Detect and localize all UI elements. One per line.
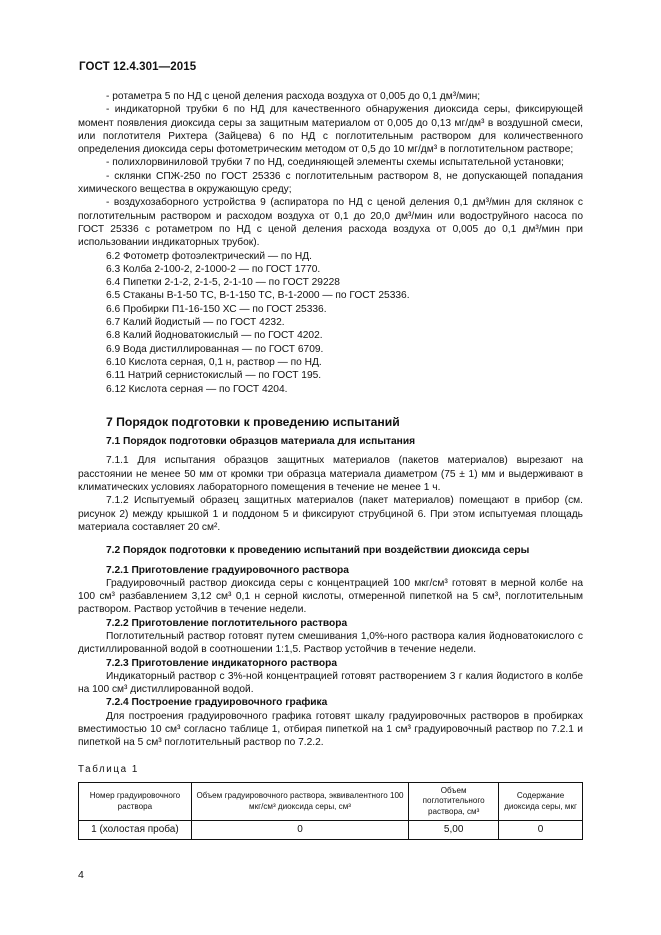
paragraph-7-2-3: Индикаторный раствор с 3%-ной концентрацией готовят растворением 3 г калия йодистого в колбе на 100 см³ дистиллированной водой. xyxy=(78,670,583,696)
list-item: - полихлорвиниловой трубки 7 по НД, соединяющей элементы схемы испытательной установки; xyxy=(106,157,564,169)
list-item: 6.6 Пробирки П1-16-150 ХС — по ГОСТ 25336. xyxy=(106,303,327,315)
list-item: 6.3 Колба 2-100-2, 2-1000-2 — по ГОСТ 1770. xyxy=(106,263,321,275)
section-7-2-2-heading: 7.2.2 Приготовление поглотительного раствора xyxy=(106,617,348,629)
table-cell: 1 (холостая проба) xyxy=(79,821,192,840)
paragraph-7-2-1: Градуировочный раствор диоксида серы с концентрацией 100 мкг/см³ готовят в мерной колбе на 100 см³ разбавлением 3,12 см³ 0,1 н серной кислоты, отмеренной пипеткой на 5 см³, поглотительным раствором. Раствор устойчив в течение недели. xyxy=(78,577,583,616)
table-header-cell: Объем поглотительного раствора, см³ xyxy=(409,782,499,821)
section-7-2-3-heading: 7.2.3 Приготовление индикаторного раствора xyxy=(106,657,338,669)
list-item: 6.8 Калий йодноватокислый — по ГОСТ 4202. xyxy=(106,330,323,342)
list-item: 6.12 Кислота серная — по ГОСТ 4204. xyxy=(106,383,288,395)
section-7-2-1-heading: 7.2.1 Приготовление градуировочного раствора xyxy=(106,564,349,576)
page-number: 4 xyxy=(78,869,84,881)
list-item: 6.7 Калий йодистый — по ГОСТ 4232. xyxy=(106,317,285,329)
page-content xyxy=(78,90,583,840)
section-7-1-heading: 7.1 Порядок подготовки образцов материала для испытания xyxy=(106,436,416,448)
equipment-items xyxy=(78,90,583,250)
section-7-2-4-heading: 7.2.4 Построение градуировочного графика xyxy=(106,697,328,709)
table-header-cell: Объем градуировочного раствора, эквивалентного 100 мкг/см³ диоксида серы, см³ xyxy=(191,782,408,821)
table-header-cell: Содержание диоксида серы, мкг xyxy=(499,782,583,821)
list-item: - воздухозаборного устройства 9 (аспиратора по НД с ценой деления 0,1 дм³/мин для склянок с поглотительным раствором и расходом воздуха от 0,1 до 20,0 дм³/мин или водоструйного насоса по ГОСТ 25336 с ротаметром по НД с ценой деления расхода воздуха от 0,005 до 0,1 дм³/мин при использовании индикаторных трубок). xyxy=(78,197,583,249)
table-cell: 0 xyxy=(191,821,408,840)
table-cell: 5,00 xyxy=(409,821,499,840)
paragraph-7-1-1: 7.1.1 Для испытания образцов защитных материалов (пакетов материалов) вырезают на расстоянии не менее 50 мм от кромки три образца материала диаметром (75 ± 1) мм и выдерживают в климатических условиях лабораторного помещения в течение не менее 1 ч. xyxy=(78,455,583,494)
table-row xyxy=(79,821,583,840)
list-item: 6.2 Фотометр фотоэлектрический — по НД. xyxy=(106,250,312,262)
list-item: 6.5 Стаканы В-1-50 ТС, В-1-150 ТС, В-1-2000 — по ГОСТ 25336. xyxy=(106,290,410,302)
table-cell: 0 xyxy=(499,821,583,840)
paragraph-7-1-2: 7.1.2 Испытуемый образец защитных материалов (пакет материалов) помещают в прибор (см. рисунок 2) между крышкой 1 и поддоном 5 и фиксируют струбциной 6. При этом испытуемая площадь материала составляет 20 см². xyxy=(78,495,583,533)
section-7-heading: 7 Порядок подготовки к проведению испытаний xyxy=(106,414,400,429)
list-item: 6.10 Кислота серная, 0,1 н, раствор — по НД. xyxy=(106,356,322,368)
reagent-list xyxy=(78,250,583,396)
table-caption: Таблица 1 xyxy=(78,763,139,775)
section-7-2-heading: 7.2 Порядок подготовки к проведению испытаний при воздействии диоксида серы xyxy=(106,545,530,557)
list-item: 6.4 Пипетки 2-1-2, 2-1-5, 2-1-10 — по ГОСТ 29228 xyxy=(106,277,340,289)
paragraph-7-2-2: Поглотительный раствор готовят путем смешивания 1,0%-ного раствора калия йодноватокислого с дистиллированной водой в соотношении 1:1,5. Раствор устойчив в течение недели. xyxy=(78,630,583,656)
list-item: - склянки СПЖ-250 по ГОСТ 25336 с поглотительным раствором 8, не допускающей попадания химического вещества в окружающую среду; xyxy=(78,170,583,196)
list-item: 6.11 Натрий сернистокислый — по ГОСТ 195. xyxy=(106,370,322,382)
list-item: - ротаметра 5 по НД с ценой деления расхода воздуха от 0,005 до 0,1 дм³/мин; xyxy=(106,91,481,102)
table-header-cell: Номер градуировочного раствора xyxy=(79,782,192,821)
calibration-table xyxy=(78,782,583,841)
standard-header: ГОСТ 12.4.301—2015 xyxy=(79,61,197,73)
list-item: - индикаторной трубки 6 по НД для качественного обнаружения диоксида серы, фиксирующей момент появления диоксида серы за защитным материалом от 0,005 до 0,13 мг/дм³ в воздушной смеси, или поглотителя Рихтера (Зайцева) 6 по НД с поглотительным раствором для количественного определения диоксида серы фотометрическим методом от 0,5 до 10 мг/дм³ в поглотительном растворе; xyxy=(78,104,583,156)
paragraph-7-2-4: Для построения градуировочного графика готовят шкалу градуировочных растворов в пробирках вместимостью 10 см³ согласно таблице 1, отбирая пипеткой на 1 см³ градуировочный раствор по 7.2.1 и пипеткой на 5 см³ поглотительный раствор по 7.2.2. xyxy=(78,710,583,749)
list-item: 6.9 Вода дистиллированная — по ГОСТ 6709. xyxy=(106,343,324,355)
table-header-row xyxy=(79,782,583,821)
